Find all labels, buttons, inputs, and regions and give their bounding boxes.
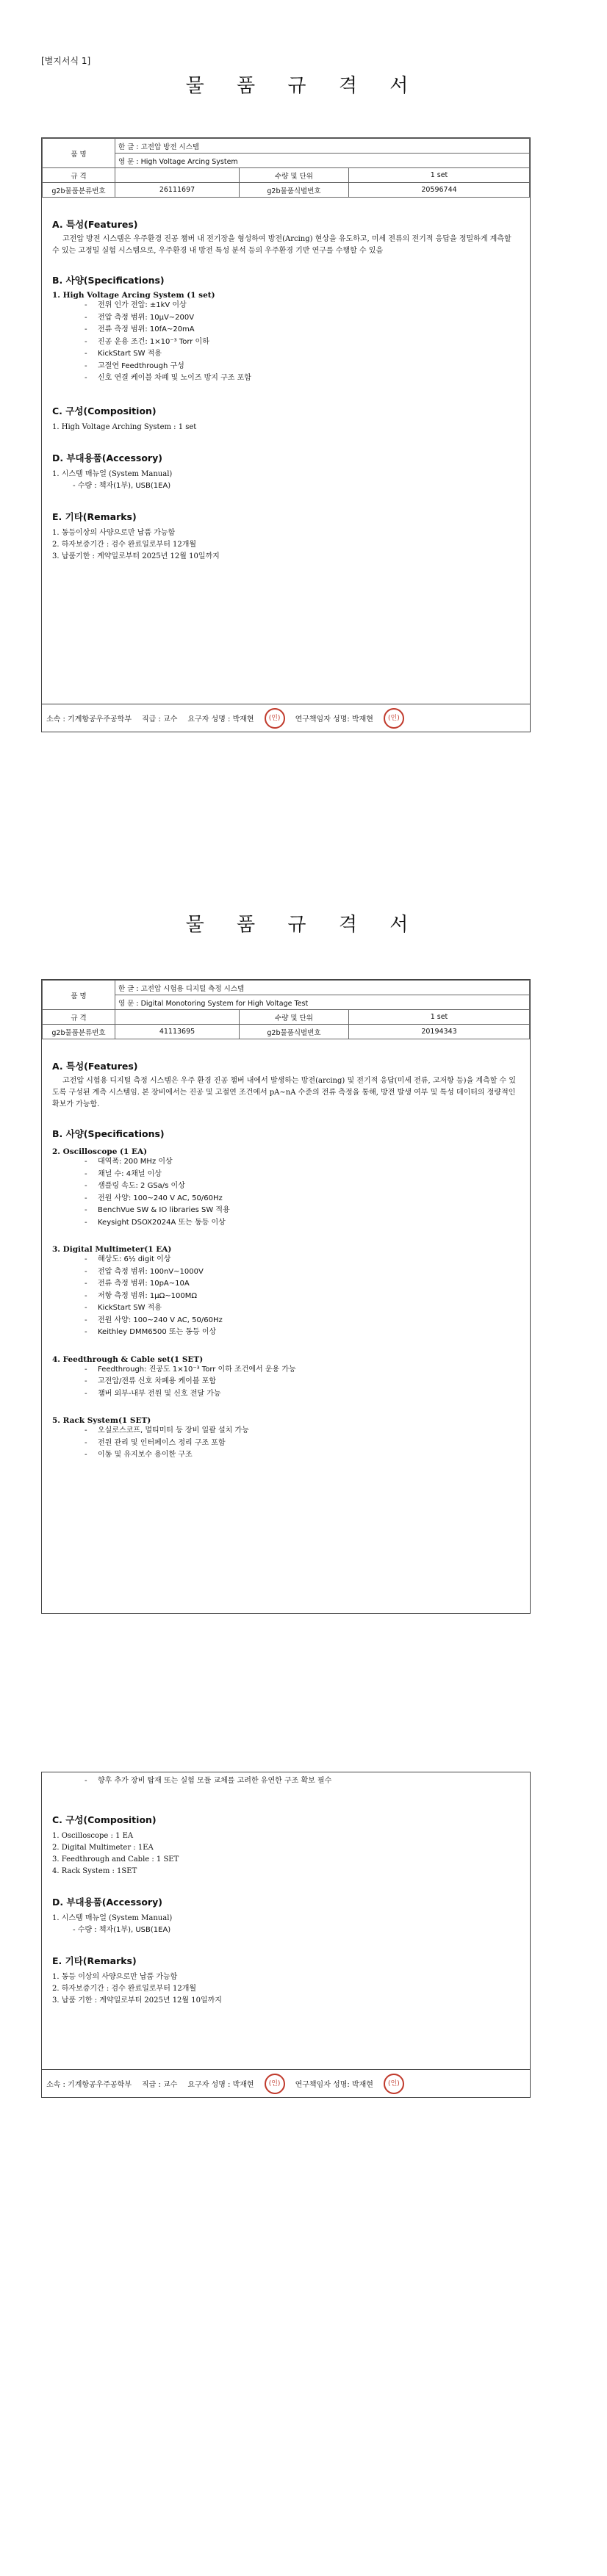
code-label: g2b물품분류번호 bbox=[43, 183, 115, 198]
list-item: - 이동 및 유지보수 용이한 구조 bbox=[52, 1449, 520, 1462]
list-item: - Keithley DMM6500 또는 동등 이상 bbox=[52, 1327, 520, 1339]
footer-dept: 소속 : 기계항공우주공학부 bbox=[46, 2081, 132, 2089]
acc-sub: - 수량 : 책자(1부), USB(1EA) bbox=[73, 1925, 171, 1934]
group-title: 2. Oscilloscope (1 EA) bbox=[52, 1147, 148, 1156]
qty-label: 수량 및 단위 bbox=[240, 168, 349, 183]
name-en: 영 문 : High Voltage Arcing System bbox=[115, 154, 530, 168]
list-item: - 오실로스코프, 멀티미터 등 장비 일괄 설치 가능 bbox=[52, 1425, 520, 1437]
code-value: 41113695 bbox=[115, 1025, 240, 1039]
spec-list bbox=[52, 1425, 520, 1462]
spec-label: 규 격 bbox=[43, 168, 115, 183]
spec-title: B. 사양(Specifications) bbox=[52, 1128, 165, 1139]
doc2-content bbox=[52, 1059, 520, 1462]
rem-title: E. 기타(Remarks) bbox=[52, 510, 137, 522]
comp-item: 2. Digital Multimeter : 1EA bbox=[52, 1843, 154, 1852]
comp-item: 1. High Voltage Arching System : 1 set bbox=[52, 422, 197, 431]
attachment-label: [별지서식 1] bbox=[41, 56, 91, 66]
code-value: 26111697 bbox=[115, 183, 240, 198]
seal-stamp: (인) bbox=[384, 708, 404, 729]
list-item: - 저항 측정 범위: 1μΩ~100MΩ bbox=[52, 1291, 520, 1303]
features-title: A. 특성(Features) bbox=[52, 1061, 138, 1072]
doc2-continued-box bbox=[41, 1772, 531, 2098]
name-kr: 한 글 : 고전압 시험용 디지털 측정 시스템 bbox=[115, 981, 530, 995]
acc-sub: - 수량 : 책자(1부), USB(1EA) bbox=[73, 481, 171, 490]
acc-title: D. 부대용품(Accessory) bbox=[52, 1896, 162, 1908]
id-label: g2b물품식별번호 bbox=[240, 1025, 349, 1039]
list-item: - 채널 수: 4채널 이상 bbox=[52, 1169, 520, 1181]
list-item: - 샘플링 속도: 2 GSa/s 이상 bbox=[52, 1180, 520, 1193]
list-item: - 전원 관리 및 인터페이스 정리 구조 포함 bbox=[52, 1437, 520, 1450]
footer-requester: 요구자 성명 : 박재현 bbox=[187, 2081, 254, 2089]
comp-item: 3. Feedthrough and Cable : 1 SET bbox=[52, 1855, 179, 1864]
doc2-spec-table bbox=[42, 980, 530, 1039]
features-text: 고전압 시험용 디지털 측정 시스템은 우주 환경 진공 챔버 내에서 발생하는 방전(arcing) 및 전기적 응답(미세 전류, 고저항 등)을 계측할 수 있도록 구성된 계측 시스템임. 본 장비에서는 진공 및 고절연 조건에서 pA~nA 수준의 전류 측정을 통해, 방전 발생 여부 및 특성 데이터의 정량적인 확보가 가능함. bbox=[52, 1077, 517, 1108]
comp-item: 1. Oscilloscope : 1 EA bbox=[52, 1831, 134, 1840]
rem-item: 3. 납품 기한 : 계약일로부터 2025년 12월 10일까지 bbox=[52, 1996, 222, 2005]
code-label: g2b물품분류번호 bbox=[43, 1025, 115, 1039]
list-item: - 신호 연결 케이블 차폐 및 노이즈 방지 구조 포함 bbox=[52, 372, 520, 385]
id-value: 20596744 bbox=[349, 183, 530, 198]
spec-list bbox=[52, 1775, 520, 1788]
id-value: 20194343 bbox=[349, 1025, 530, 1039]
list-item: - 전위 인가 전압: ±1kV 이상 bbox=[52, 300, 520, 312]
footer-dept: 소속 : 기계항공우주공학부 bbox=[46, 715, 132, 724]
seal-stamp: (인) bbox=[265, 2074, 285, 2094]
footer-position: 직급 : 교수 bbox=[142, 715, 178, 724]
list-item: - KickStart SW 적용 bbox=[52, 1302, 520, 1315]
features-title: A. 특성(Features) bbox=[52, 219, 138, 230]
group-title: 5. Rack System(1 SET) bbox=[52, 1416, 151, 1425]
list-item: - 전원 사양: 100~240 V AC, 50/60Hz bbox=[52, 1193, 520, 1205]
footer-requester: 요구자 성명 : 박재현 bbox=[187, 715, 254, 724]
comp-title: C. 구성(Composition) bbox=[52, 405, 157, 416]
rem-item: 2. 하자보증기간 : 검수 완료일로부터 12개월 bbox=[52, 1984, 197, 1993]
doc2-title: 물 품 규 격 서 bbox=[185, 914, 422, 936]
features-text: 고전압 방전 시스템은 우주환경 진공 챔버 내 전기장을 형성하여 방전(Arcing) 현상을 유도하고, 미세 전류의 전기적 응답을 정밀하게 계측할 수 있는 고정밀 실험 시스템으로, 우주환경 내 방전 특성 분석 등의 우주환경 기반 연구를 수행할 수 있음 bbox=[52, 235, 511, 255]
doc1-content bbox=[52, 217, 520, 563]
list-item: - 진공 운용 조건: 1×10⁻³ Torr 이하 bbox=[52, 336, 520, 349]
spec-list bbox=[52, 1254, 520, 1339]
spec-label: 규 격 bbox=[43, 1010, 115, 1025]
list-item: - Keysight DSOX2024A 또는 동등 이상 bbox=[52, 1217, 520, 1230]
footer-researcher: 연구책임자 성명: 박재현 bbox=[295, 2081, 373, 2089]
acc-title: D. 부대용품(Accessory) bbox=[52, 452, 162, 463]
qty-value: 1 set bbox=[349, 1010, 530, 1025]
item-label: 품 명 bbox=[43, 981, 115, 1010]
rem-item: 1. 동등이상의 사양으로만 납품 가능함 bbox=[52, 528, 176, 537]
seal-stamp: (인) bbox=[265, 708, 285, 729]
spec-sub-title: 1. High Voltage Arcing System (1 set) bbox=[52, 291, 215, 300]
list-item: - 고절연 Feedthrough 구성 bbox=[52, 361, 520, 373]
list-item: - Feedthrough: 진공도 1×10⁻³ Torr 이하 조건에서 운용 가능 bbox=[52, 1364, 520, 1377]
list-item: - 전류 측정 범위: 10pA~10A bbox=[52, 1278, 520, 1291]
spec-list bbox=[52, 1156, 520, 1229]
rem-item: 2. 하자보증기간 : 검수 완료일로부터 12개월 bbox=[52, 540, 197, 549]
qty-value: 1 set bbox=[349, 168, 530, 183]
list-item: - BenchVue SW & IO libraries SW 적용 bbox=[52, 1205, 520, 1217]
seal-stamp: (인) bbox=[384, 2074, 404, 2094]
doc2-continued-content bbox=[52, 1775, 520, 2007]
item-label: 품 명 bbox=[43, 139, 115, 168]
comp-item: 4. Rack System : 1SET bbox=[52, 1866, 137, 1875]
list-item: - KickStart SW 적용 bbox=[52, 348, 520, 361]
acc-item: 1. 시스템 매뉴얼 (System Manual) bbox=[52, 469, 173, 478]
doc1-footer bbox=[42, 704, 530, 732]
rem-title: E. 기타(Remarks) bbox=[52, 1955, 137, 1966]
spec-title: B. 사양(Specifications) bbox=[52, 275, 165, 286]
doc2-box bbox=[41, 979, 531, 1614]
list-item: - 향후 추가 장비 탑재 또는 실험 모듈 교체를 고려한 유연한 구조 확보 필수 bbox=[52, 1775, 520, 1788]
qty-label: 수량 및 단위 bbox=[240, 1010, 349, 1025]
list-item: - 대역폭: 200 MHz 이상 bbox=[52, 1156, 520, 1169]
list-item: - 전압 측정 범위: 100nV~1000V bbox=[52, 1266, 520, 1279]
group-title: 4. Feedthrough & Cable set(1 SET) bbox=[52, 1354, 204, 1364]
rem-item: 3. 납품기한 : 계약일로부터 2025년 12월 10일까지 bbox=[52, 552, 220, 560]
id-label: g2b물품식별번호 bbox=[240, 183, 349, 198]
list-item: - 전원 사양: 100~240 V AC, 50/60Hz bbox=[52, 1315, 520, 1327]
spec-list bbox=[52, 300, 520, 385]
group-title: 3. Digital Multimeter(1 EA) bbox=[52, 1245, 172, 1254]
list-item: - 고전압/전류 신호 차폐용 케이블 포함 bbox=[52, 1376, 520, 1388]
list-item: - 챔버 외부-내부 전원 및 신호 전달 가능 bbox=[52, 1388, 520, 1401]
list-item: - 전류 측정 범위: 10fA~20mA bbox=[52, 324, 520, 336]
doc2-footer bbox=[42, 2069, 530, 2097]
name-en: 영 문 : Digital Monotoring System for High Voltage Test bbox=[115, 995, 530, 1010]
footer-researcher: 연구책임자 성명: 박재현 bbox=[295, 715, 373, 724]
footer-position: 직급 : 교수 bbox=[142, 2081, 178, 2089]
doc1-box bbox=[41, 137, 531, 732]
acc-item: 1. 시스템 매뉴얼 (System Manual) bbox=[52, 1913, 173, 1922]
comp-title: C. 구성(Composition) bbox=[52, 1814, 157, 1825]
spec-list bbox=[52, 1364, 520, 1401]
rem-item: 1. 동등 이상의 사양으로만 납품 가능함 bbox=[52, 1972, 178, 1981]
doc1-spec-table bbox=[42, 138, 530, 198]
name-kr: 한 글 : 고전압 방전 시스템 bbox=[115, 139, 530, 154]
list-item: - 전압 측정 범위: 10μV~200V bbox=[52, 312, 520, 325]
doc1-title: 물 품 규 격 서 bbox=[185, 75, 422, 97]
list-item: - 해상도: 6½ digit 이상 bbox=[52, 1254, 520, 1266]
